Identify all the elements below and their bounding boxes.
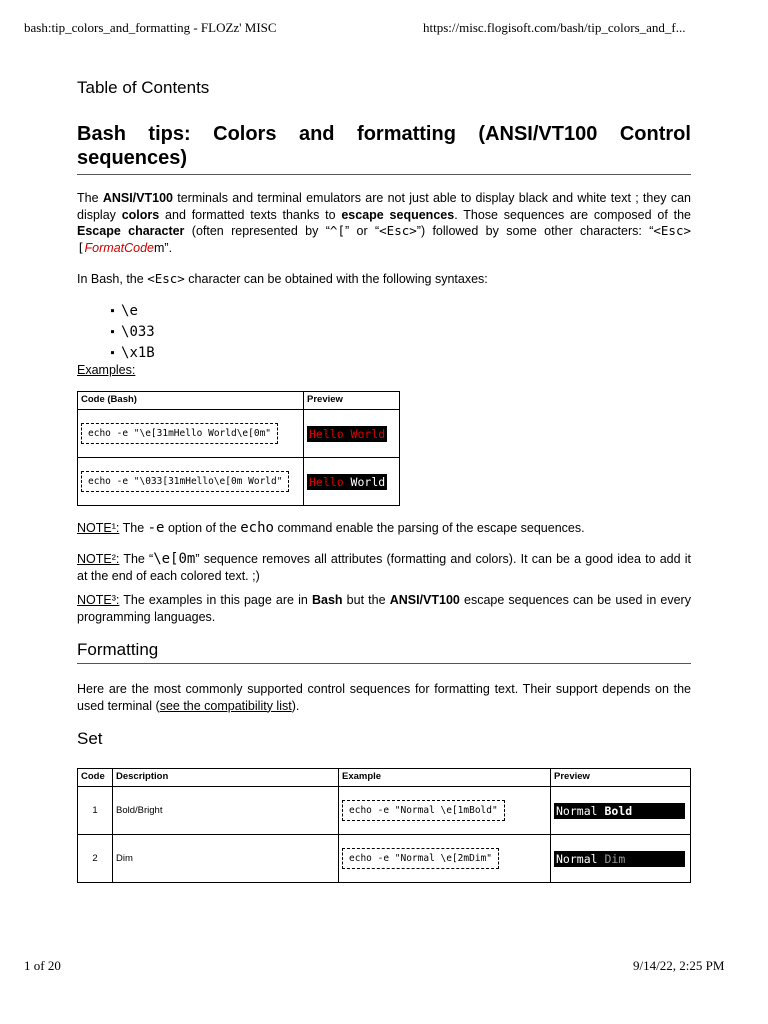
column-header: Preview (551, 769, 691, 787)
syntax-list (111, 302, 155, 365)
column-header: Code (Bash) (78, 392, 304, 410)
compatibility-link[interactable]: see the compatibility list (159, 698, 292, 713)
preview: Normal Dim (554, 851, 685, 867)
table-row (78, 458, 400, 506)
preview: Normal Bold (554, 803, 685, 819)
print-url[interactable]: https://misc.flogisoft.com/bash/tip_colors_and_f... (423, 20, 686, 35)
table-row: 1 Bold/Bright echo -e "Normal \e[1mBold" Normal Bold (78, 787, 691, 835)
intro-paragraph: The ANSI/VT100 terminals and terminal emulators are not just able to display black and white text ; they can display colors and formatted texts thanks to escape sequences. Those sequences are composed of the Escape character (often represented by “^[” or “<Esc>”) followed by some other characters: “<Esc>[FormatCodem”. (77, 191, 692, 255)
note-3: NOTE³: The examples in this page are in Bash but the ANSI/VT100 escape sequences can be used in every programming languages. (77, 593, 691, 624)
page-title: Bash tips: Colors and formatting (ANSI/VT100 Control sequences) (77, 122, 691, 175)
formatting-paragraph: Here are the most commonly supported control sequences for formatting text. Their support depends on the used terminal (see the compatibility list). (77, 682, 691, 713)
examples-label: Examples: (77, 363, 136, 377)
list-item: ■ \e (118, 302, 155, 323)
set-table (77, 768, 691, 883)
code-example: echo -e "\e[31mHello World\e[0m" (81, 423, 278, 444)
column-header: Description (113, 769, 339, 787)
preview: Hello World (309, 426, 386, 441)
table-row: 2 Dim echo -e "Normal \e[2mDim" Normal Dim (78, 835, 691, 883)
column-header: Example (339, 769, 551, 787)
note-2: NOTE²: The “\e[0m” sequence removes all attributes (formatting and colors). It can be a good idea to add it at the end of each colored text. ;) (77, 551, 692, 583)
section-heading-formatting: Formatting (77, 640, 691, 664)
list-item: ■ \x1B (118, 344, 155, 365)
column-header: Preview (304, 392, 400, 410)
print-title: bash:tip_colors_and_formatting - FLOZz' MISC (24, 20, 277, 35)
examples-table (77, 391, 400, 506)
preview: Hello World (309, 474, 386, 489)
code-example: echo -e "Normal \e[1mBold" (342, 800, 505, 821)
page-number: 1 of 20 (24, 958, 61, 973)
table-row (78, 410, 400, 458)
code-example: echo -e "\033[31mHello\e[0m World" (81, 471, 289, 492)
note-1: NOTE¹: The -e option of the echo command enable the parsing of the escape sequences. (77, 520, 585, 536)
print-datetime: 9/14/22, 2:25 PM (633, 958, 725, 973)
table-of-contents[interactable]: Table of Contents (77, 78, 210, 97)
section-heading-set: Set (77, 729, 103, 748)
bash-syntax-paragraph: In Bash, the <Esc> character can be obtained with the following syntaxes: (77, 271, 488, 286)
code-example: echo -e "Normal \e[2mDim" (342, 848, 499, 869)
list-item: ■ \033 (118, 323, 155, 344)
column-header: Code (78, 769, 113, 787)
